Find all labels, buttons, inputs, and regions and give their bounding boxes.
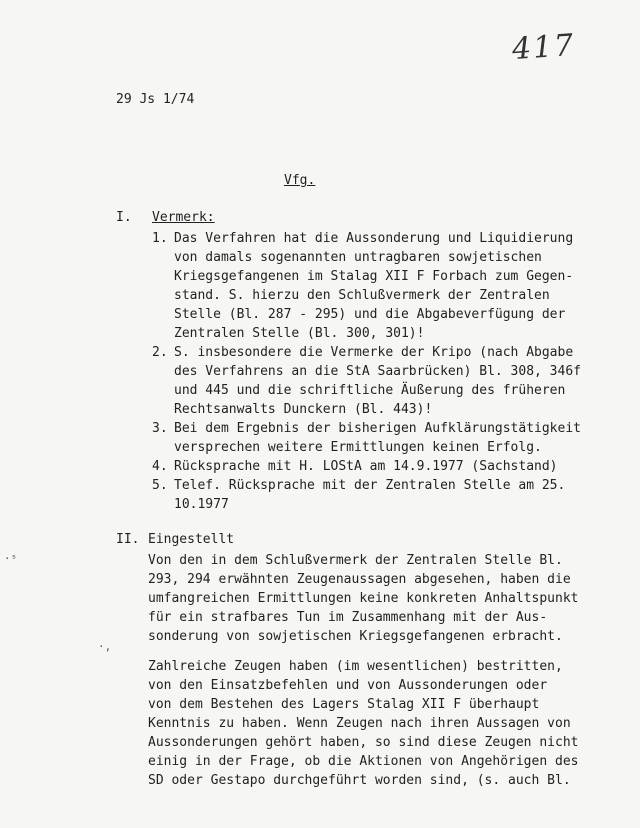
- vermerk-item-number: 1.: [152, 231, 168, 246]
- paragraph-2: [148, 657, 598, 790]
- margin-mark: ·ˢ: [4, 552, 18, 565]
- text-line: Rücksprache mit H. LOStA am 14.9.1977 (Sachstand): [174, 459, 558, 474]
- text-line: für ein strafbares Tun im Zusammenhang mit der Aus-: [148, 610, 548, 625]
- text-line: Aussonderungen gehört haben, so sind diese Zeugen nicht: [148, 735, 579, 750]
- vermerk-item: [152, 229, 592, 343]
- text-line: umfangreichen Ermittlungen keine konkreten Anhaltspunkt: [148, 591, 579, 606]
- vermerk-item: [152, 419, 592, 457]
- section-2-number: II.: [116, 532, 140, 547]
- vermerk-item-number: 3.: [152, 421, 168, 436]
- text-line: Rechtsanwalts Dunckern (Bl. 443)!: [174, 402, 433, 417]
- text-line: Bei dem Ergebnis der bisherigen Aufklärungstätigkeit: [174, 421, 581, 436]
- vermerk-item-number: 4.: [152, 459, 168, 474]
- text-line: 10.1977: [174, 497, 229, 512]
- text-line: 293, 294 erwähnten Zeugenaussagen abgesehen, haben die: [148, 572, 571, 587]
- text-line: von damals sogenannten untragbaren sowjetischen: [174, 250, 542, 265]
- text-line: von dem Bestehen des Lagers Stalag XII F überhaupt: [148, 697, 540, 712]
- section-2-heading: Eingestellt: [148, 532, 235, 547]
- text-line: einig in der Frage, ob die Aktionen von Angehörigen des: [148, 754, 579, 769]
- vermerk-item: [152, 343, 592, 419]
- text-line: von den Einsatzbefehlen und von Aussonderungen oder: [148, 678, 548, 693]
- text-line: Zentralen Stelle (Bl. 300, 301)!: [174, 326, 425, 341]
- text-line: sonderung von sowjetischen Kriegsgefangenen erbracht.: [148, 629, 563, 644]
- vermerk-item: [152, 457, 592, 476]
- text-line: Kenntnis zu haben. Wenn Zeugen nach ihren Aussagen von: [148, 716, 571, 731]
- vermerk-item: [152, 476, 592, 514]
- vermerk-list: [152, 229, 592, 514]
- handwritten-folio-number: 417: [510, 27, 577, 68]
- text-line: des Verfahrens an die StA Saarbrücken) Bl. 308, 346f: [174, 364, 581, 379]
- text-line: Das Verfahren hat die Aussonderung und Liquidierung: [174, 231, 574, 246]
- text-line: versprechen weitere Ermittlungen keinen Erfolg.: [174, 440, 542, 455]
- text-line: SD oder Gestapo durchgeführt worden sind, (s. auch Bl.: [148, 773, 571, 788]
- vermerk-item-number: 5.: [152, 478, 168, 493]
- text-line: Kriegsgefangenen im Stalag XII F Forbach zum Gegen-: [174, 269, 574, 284]
- paragraph-1: [148, 551, 598, 646]
- text-line: und 445 und die schriftliche Äußerung des früheren: [174, 383, 566, 398]
- document-title: Vfg.: [284, 173, 316, 188]
- text-line: Von den in dem Schlußvermerk der Zentralen Stelle Bl.: [148, 553, 563, 568]
- section-1-heading: Vermerk:: [152, 210, 215, 225]
- text-line: S. insbesondere die Vermerke der Kripo (nach Abgabe: [174, 345, 574, 360]
- margin-mark: ·,: [98, 640, 112, 653]
- text-line: Stelle (Bl. 287 - 295) und die Abgabeverfügung der: [174, 307, 566, 322]
- section-1-number: I.: [116, 210, 132, 225]
- text-line: Telef. Rücksprache mit der Zentralen Stelle am 25.: [174, 478, 566, 493]
- vermerk-item-number: 2.: [152, 345, 168, 360]
- text-line: stand. S. hierzu den Schlußvermerk der Zentralen: [174, 288, 550, 303]
- text-line: Zahlreiche Zeugen haben (im wesentlichen) bestritten,: [148, 659, 563, 674]
- case-reference: 29 Js 1/74: [116, 92, 195, 107]
